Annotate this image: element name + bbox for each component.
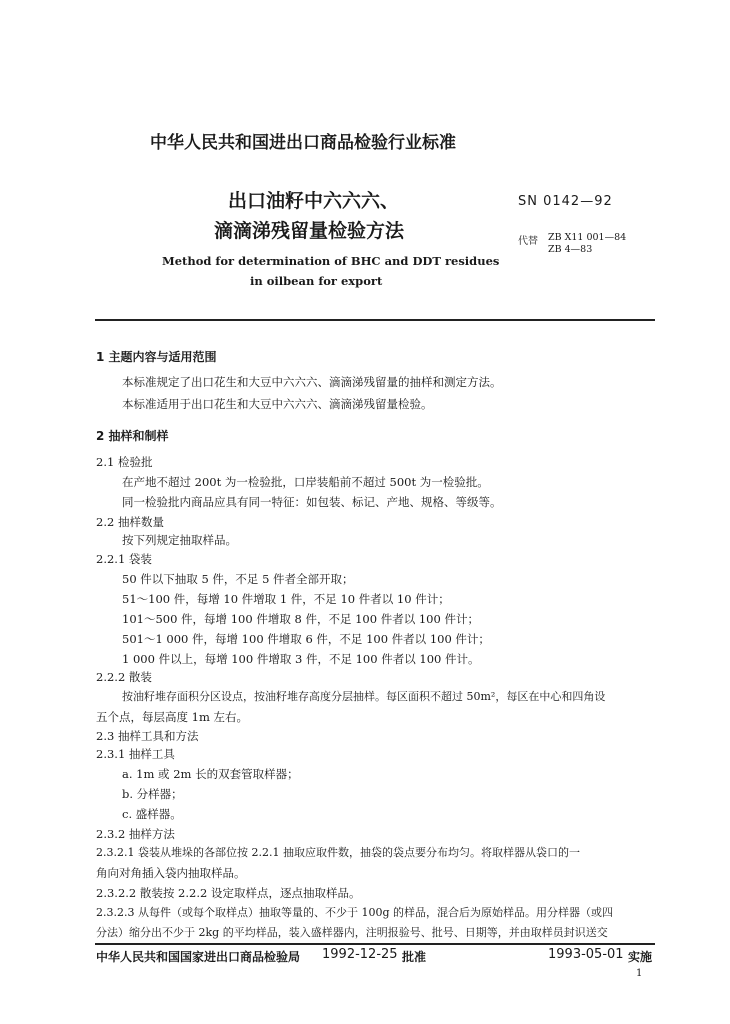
implementation-date: 1993-05-01 [548, 947, 624, 962]
section-1-heading: 1 主题内容与适用范围 [96, 350, 217, 364]
section-1-para-2: 本标准适用于出口花生和大豆中六六六、滴滴涕残留量检验。 [122, 397, 433, 411]
standard-number: SN 0142—92 [518, 194, 613, 209]
section-2-3-2-heading: 2.3.2 抽样方法 [96, 827, 175, 841]
section-2-3-2-2-para: 2.3.2.2 散装按 2.2.2 设定取样点，逐点抽取样品。 [96, 886, 361, 900]
section-2-3-2-1-para-1: 2.3.2.1 袋装从堆垛的各部位按 2.2.1 抽取应取件数，抽袋的袋点要分布均匀。将取样器从袋口的一 [96, 846, 580, 859]
section-2-3-2-1-para-2: 角向对角插入袋内抽取样品。 [96, 866, 246, 880]
list-item: b. 分样器； [122, 787, 183, 801]
section-2-2-2-para-2: 五个点，每层高度 1m 左右。 [96, 710, 249, 724]
list-item: 501～1 000 件，每增 100 件增取 6 件，不足 100 件者以 100 件计； [122, 632, 490, 646]
list-item: 51～100 件，每增 10 件增取 1 件，不足 10 件者以 10 件计； [122, 592, 450, 606]
org-line: 中华人民共和国进出口商品检验行业标准 [150, 133, 456, 153]
section-2-2-2-para-1: 按油籽堆存面积分区设点，按油籽堆存高度分层抽样。每区面积不超过 50m²，每区在中心和四角设 [122, 690, 606, 703]
section-2-1-heading: 2.1 检验批 [96, 455, 153, 469]
replaces-label: 代替 [518, 236, 538, 247]
section-2-3-2-3-para-2: 分法）缩分出不少于 2kg 的平均样品，装入盛样器内，注明报验号、批号、日期等，并由取样员封识送交 [96, 926, 608, 939]
page-number: 1 [636, 968, 643, 979]
section-2-heading: 2 抽样和制样 [96, 429, 169, 443]
list-item: 1 000 件以上，每增 100 件增取 3 件，不足 100 件者以 100 件计。 [122, 652, 480, 666]
section-2-1-para-2: 同一检验批内商品应具有同一特征：如包装、标记、产地、规格、等级等。 [122, 495, 502, 509]
footer-rule [95, 943, 655, 945]
english-title-line2: in oilbean for export [250, 274, 383, 288]
issuer: 中华人民共和国国家进出口商品检验局 [96, 950, 301, 964]
list-item: 101～500 件，每增 100 件增取 8 件，不足 100 件者以 100 件计； [122, 612, 479, 626]
section-1-para-1: 本标准规定了出口花生和大豆中六六六、滴滴涕残留量的抽样和测定方法。 [122, 375, 502, 389]
replaces-standard-2: ZB 4—83 [548, 244, 593, 255]
section-2-1-para-1: 在产地不超过 200t 为一检验批，口岸装船前不超过 500t 为一检验批。 [122, 475, 489, 489]
section-2-3-heading: 2.3 抽样工具和方法 [96, 729, 199, 743]
approve-date: 1992-12-25 [322, 947, 398, 962]
section-2-2-para-1: 按下列规定抽取样品。 [122, 533, 237, 547]
doc-title-line1: 出口油籽中六六六、 [228, 190, 400, 212]
section-2-3-2-3-para-1: 2.3.2.3 从每件（或每个取样点）抽取等量的、不少于 100g 的样品，混合后为原始样品。用分样器（或四 [96, 906, 614, 919]
section-2-3-1-heading: 2.3.1 抽样工具 [96, 747, 175, 761]
list-item: a. 1m 或 2m 长的双套管取样器； [122, 767, 299, 781]
section-2-2-1-heading: 2.2.1 袋装 [96, 552, 152, 566]
replaces-standard-1: ZB X11 001—84 [548, 232, 627, 243]
doc-title-line2: 滴滴涕残留量检验方法 [214, 220, 405, 242]
section-2-2-heading: 2.2 抽样数量 [96, 515, 164, 529]
header-rule [95, 319, 655, 321]
implementation-label: 实施 [628, 950, 653, 964]
list-item: 50 件以下抽取 5 件，不足 5 件者全部开取； [122, 572, 354, 586]
approve-label: 批准 [402, 950, 427, 964]
list-item: c. 盛样器。 [122, 807, 182, 821]
section-2-2-2-heading: 2.2.2 散装 [96, 670, 152, 684]
english-title-line1: Method for determination of BHC and DDT residues [162, 254, 500, 268]
